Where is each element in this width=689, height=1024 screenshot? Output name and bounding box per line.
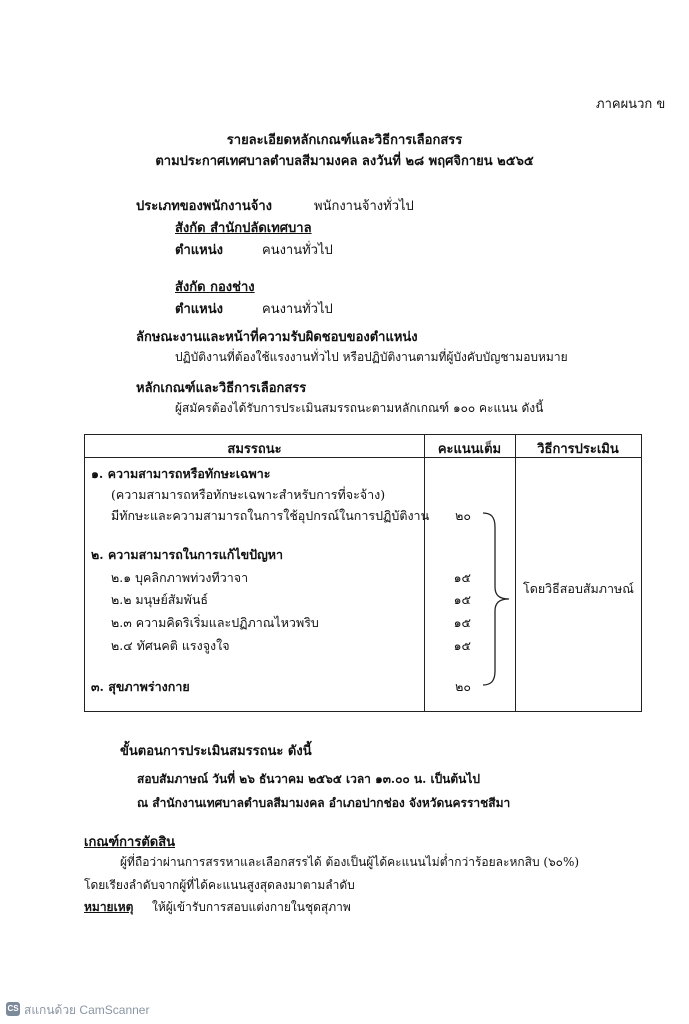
- decision-line-2: โดยเรียงลำดับจากผู้ที่ได้คะแนนสูงสุดลงมาตามลำดับ: [84, 878, 355, 892]
- item-1-title: ๑. ความสามารถหรือทักษะเฉพาะ: [91, 466, 271, 481]
- procedure-heading: ขั้นตอนการประเมินสมรรถนะ ดังนี้: [120, 744, 312, 759]
- sub-item-label: ๒.๔ ทัศนคติ แรงจูงใจ: [111, 638, 230, 653]
- unit-position-label: ตำแหน่ง: [175, 302, 223, 317]
- item-3-score: ๒๐: [455, 679, 471, 694]
- header-full-score: คะแนนเต็ม: [437, 442, 502, 457]
- item-1-note: (ความสามารถหรือทักษะเฉพาะสำหรับการที่จะจ้าง): [111, 487, 386, 502]
- evaluation-method: โดยวิธีสอบสัมภาษณ์: [523, 581, 634, 596]
- sub-item-label: ๒.๒ มนุษย์สัมพันธ์: [111, 592, 209, 607]
- employee-type-label: ประเภทของพนักงานจ้าง: [136, 199, 272, 214]
- employee-type-value: พนักงานจ้างทั่วไป: [314, 199, 414, 214]
- duties-text: ปฏิบัติงานที่ต้องใช้แรงงานทั่วไป หรือปฏิบัติงานตามที่ผู้บังคับบัญชามอบหมาย: [175, 350, 568, 364]
- sub-item-label: ๒.๑ บุคลิกภาพท่วงทีวาจา: [111, 570, 249, 585]
- sub-item-score: ๑๕: [453, 570, 471, 585]
- criteria-text: ผู้สมัครต้องได้รับการประเมินสมรรถนะตามหลักเกณฑ์ ๑๐๐ คะแนน ดังนี้: [175, 401, 544, 415]
- item-1-detail: มีทักษะและความสามารถในการใช้อุปกรณ์ในการปฏิบัติงาน: [111, 508, 430, 523]
- criteria-heading: หลักเกณฑ์และวิธีการเลือกสรร: [136, 381, 307, 396]
- title-line-2: ตามประกาศเทศบาลตำบลสีมามงคล ลงวันที่ ๒๘ พฤศจิกายน ๒๕๖๕: [155, 154, 534, 169]
- unit-heading-office: สังกัด สำนักปลัดเทศบาล: [175, 221, 312, 236]
- sub-item-score: ๑๕: [453, 592, 471, 607]
- camscanner-logo: CS: [6, 1002, 20, 1016]
- criteria-table: [84, 434, 642, 712]
- header-method: วิธีการประเมิน: [537, 442, 619, 457]
- procedure-line-1: สอบสัมภาษณ์ วันที่ ๒๖ ธันวาคม ๒๕๖๕ เวลา ๑๓.๐๐ น. เป็นต้นไป: [137, 772, 481, 786]
- duties-heading: ลักษณะงานและหน้าที่ความรับผิดชอบของตำแหน่ง: [136, 330, 418, 345]
- unit-position-label: ตำแหน่ง: [175, 243, 223, 258]
- unit-heading-engineering: สังกัด กองช่าง: [175, 280, 255, 295]
- sub-item-score: ๑๕: [453, 615, 471, 630]
- note-text: ให้ผู้เข้ารับการสอบแต่งกายในชุดสุภาพ: [152, 900, 351, 914]
- unit-position-value: คนงานทั่วไป: [262, 302, 333, 317]
- unit-position-value: คนงานทั่วไป: [262, 243, 333, 258]
- score-brace: [477, 507, 517, 689]
- item-2-title: ๒. ความสามารถในการแก้ไขปัญหา: [91, 547, 284, 562]
- decision-heading: เกณฑ์การตัดสิน: [84, 835, 176, 850]
- header-competency: สมรรถนะ: [227, 442, 282, 457]
- decision-line-1: ผู้ที่ถือว่าผ่านการสรรหาและเลือกสรรได้ ต้องเป็นผู้ได้คะแนนไม่ต่ำกว่าร้อยละหกสิบ (๖๐%): [120, 855, 580, 869]
- sub-item-score: ๑๕: [453, 638, 471, 653]
- scanner-caption: สแกนด้วย CamScanner: [24, 1003, 150, 1017]
- sub-item-label: ๒.๓ ความคิดริเริ่มและปฏิภาณไหวพริบ: [111, 615, 319, 630]
- appendix-label: ภาคผนวก ข: [596, 97, 666, 112]
- item-1-score: ๒๐: [455, 508, 471, 523]
- item-3-title: ๓. สุขภาพร่างกาย: [91, 679, 190, 694]
- title-line-1: รายละเอียดหลักเกณฑ์และวิธีการเลือกสรร: [226, 133, 463, 148]
- note-label: หมายเหตุ: [84, 900, 134, 914]
- procedure-line-2: ณ สำนักงานเทศบาลตำบลสีมามงคล อำเภอปากช่อง จังหวัดนครราชสีมา: [137, 796, 511, 810]
